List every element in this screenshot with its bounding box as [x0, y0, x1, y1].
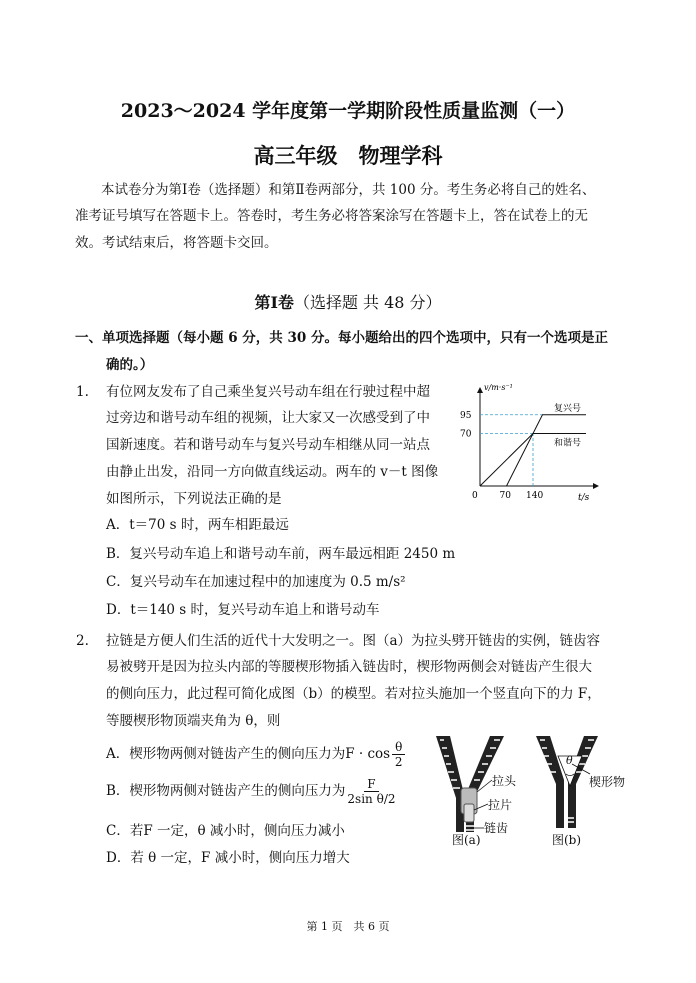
wedge-teeth-left [536, 736, 564, 828]
q1-line-1: 有位网友发布了自己乘坐复兴号动车组在行驶过程中超 [106, 384, 430, 400]
fig-a-label-teeth: 链齿 [484, 821, 509, 835]
q2-option-c: C．若F 一定，θ 减小时，侧向压力减小 [106, 823, 345, 839]
q2-option-a [106, 740, 405, 769]
section-title-rest: （选择题 共 48 分） [293, 293, 442, 312]
q2-option-b-fraction [347, 777, 395, 806]
intro-line-1: 本试卷分为第Ⅰ卷（选择题）和第Ⅱ卷两部分，共 100 分。考生务必将自己的姓名、 [101, 182, 596, 198]
q2-option-d: D．若 θ 一定，F 减小时，侧向压力增大 [106, 850, 350, 866]
zipper-pull-tab [464, 804, 474, 822]
fig-a-caption: 图(a) [452, 833, 481, 847]
section-title-bold: 第Ⅰ卷 [254, 293, 294, 312]
y-tick-70: 70 [460, 429, 472, 440]
origin-label: 0 [472, 491, 478, 501]
q2-option-b-text: B．楔形物两侧对链齿产生的侧向压力为 [106, 783, 346, 799]
section-title [0, 290, 696, 313]
q1-line-2: 过旁边和谐号动车组的视频，让大家又一次感受到了中 [106, 410, 430, 426]
fig-a-label-slider: 拉头 [492, 774, 517, 788]
fig-b-caption: 图(b) [552, 833, 582, 847]
part-heading-line1: 一、单项选择题（每小题 6 分，共 30 分。每小题给出的四个选项中，只有一个选项是正 [75, 330, 608, 346]
fig-b-label-wedge: 楔形物 [589, 775, 626, 789]
q2-number: 2. [76, 633, 89, 649]
q1-option-a: A．t＝70 s 时，两车相距最远 [106, 517, 289, 533]
y-axis-label: v/m·s⁻¹ [484, 383, 513, 392]
q2-option-a-fraction [392, 740, 405, 769]
q1-number: 1. [76, 384, 89, 400]
q1-option-b: B．复兴号动车追上和谐号动车前，两车最远相距 2450 m [106, 546, 456, 562]
q2-line-1: 拉链是方便人们生活的近代十大发明之一。图（a）为拉头劈开链齿的实例，链齿容 [106, 633, 601, 649]
q1-line-3: 国新速度。若和谐号动车与复兴号动车相继从同一站点 [106, 437, 430, 453]
intro-line-2: 准考证号填写在答题卡上。答卷时，考生务必将答案涂写在答题卡上，答在试卷上的无 [75, 208, 588, 224]
q2-option-b [106, 777, 396, 806]
page-footer: 第 1 页 共 6 页 [306, 920, 390, 933]
q1-option-c: C．复兴号动车在加速过程中的加速度为 0.5 m/s² [106, 574, 406, 590]
exam-subtitle: 高三年级 物理学科 [253, 143, 443, 168]
q2-option-a-num: θ [392, 740, 405, 755]
fig-a-label-pull-tab: 拉片 [488, 798, 513, 812]
q1-option-d: D．t＝140 s 时，复兴号动车追上和谐号动车 [106, 602, 380, 618]
q1-line-5: 如图所示，下列说法正确的是 [106, 491, 282, 507]
zipper-teeth-left [436, 736, 464, 832]
q1-line-4: 由静止出发，沿同一方向做直线运动。两车的 v－t 图像 [106, 464, 439, 480]
exam-title: 2023～2024 学年度第一学期阶段性质量监测（一） [120, 100, 576, 122]
vt-graph [458, 376, 608, 506]
y-tick-95: 95 [460, 410, 472, 421]
q2-line-4: 等腰楔形物顶端夹角为 θ，则 [106, 713, 281, 729]
q2-line-2: 易被劈开是因为拉头内部的等腰楔形物插入链齿时，楔形物两侧会对链齿产生很大 [106, 659, 592, 675]
series-label-0: 复兴号 [554, 403, 582, 414]
intro-line-3: 效。考试结束后，将答题卡交回。 [75, 235, 278, 251]
q2-option-b-num: F [364, 777, 378, 792]
fig-b-label-theta: θ [566, 754, 573, 767]
q2-option-b-den: 2sin θ/2 [347, 792, 396, 806]
zipper-figure-a [430, 734, 530, 846]
x-tick-70: 70 [499, 491, 511, 501]
x-axis-label: t/s [578, 493, 590, 503]
series-label-1: 和谐号 [554, 438, 582, 449]
q2-line-3: 的侧向压力，此过程可简化成图（b）的模型。若对拉头施加一个竖直向下的力 F， [106, 686, 601, 702]
q2-option-a-text: A．楔形物两侧对链齿产生的侧向压力为F · cos [106, 746, 391, 762]
part-heading-line2: 确的。） [106, 357, 154, 373]
series-line-0 [507, 415, 587, 486]
q2-option-a-den: 2 [394, 755, 403, 769]
x-tick-140: 140 [526, 491, 544, 501]
